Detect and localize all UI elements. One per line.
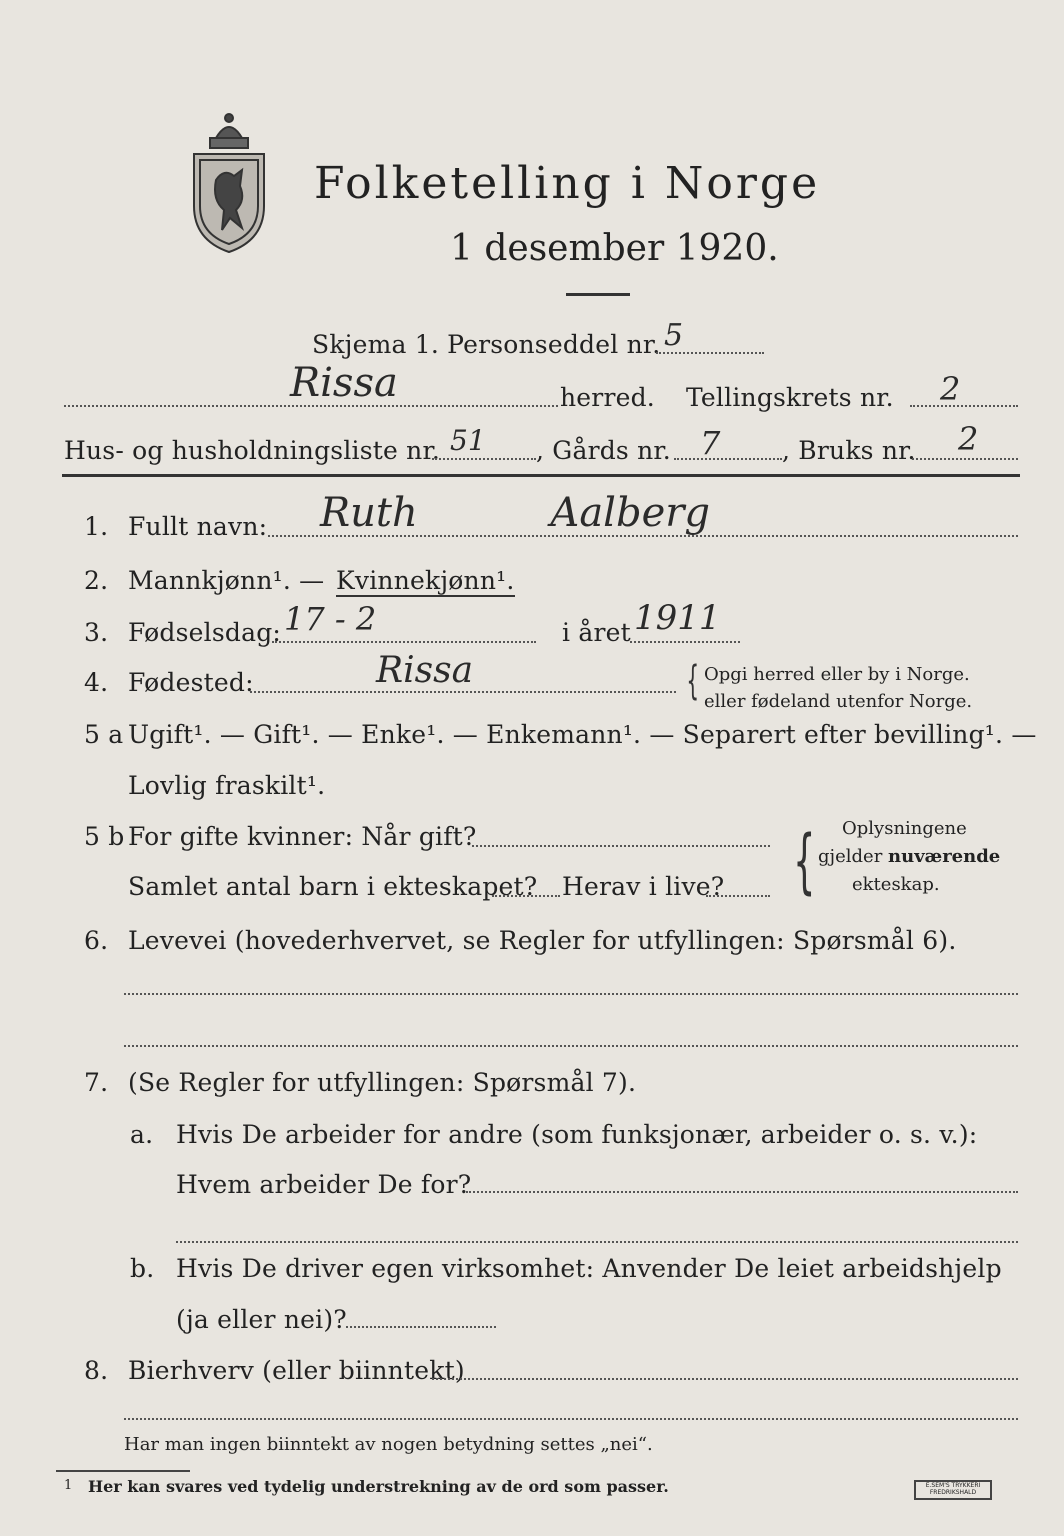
tellingskrets-value[interactable]: 2 [940,370,961,408]
q5b-married-when-line [472,845,770,847]
q5b-note-line3: ekteskap. [852,874,940,895]
q7-label: (Se Regler for utfyllingen: Spørsmål 7). [128,1068,637,1097]
q8-label: Bierhverv (eller biinntekt) [128,1356,465,1385]
q4-note-line2: eller fødeland utenfor Norge. [704,691,973,712]
q7a-answer-line1 [466,1191,1018,1193]
herred-value[interactable]: Rissa [290,360,398,406]
q5b-note-line2a: gjelder [818,846,889,867]
q3-year-line [630,641,740,643]
q5b-children-line [492,895,560,897]
q7b-letter: b. [130,1254,155,1283]
q4-label: Fødested: [128,668,254,697]
q2-male-option[interactable]: Mannkjønn¹. — [128,566,325,595]
bruks-value[interactable]: 2 [958,420,979,458]
q7a-line2: Hvem arbeider De for? [176,1170,472,1199]
q5a-status-options[interactable]: Ugift¹. — Gift¹. — Enke¹. — Enkemann¹. — Separert efter bevilling¹. — [128,720,1037,749]
bruks-line [912,458,1018,460]
q7b-line2: (ja eller nei)? [176,1305,347,1334]
form-title: Folketelling i Norge [314,158,821,209]
q5b-married-when-label: For gifte kvinner: Når gift? [128,822,477,851]
q5a-divorced-option[interactable]: Lovlig fraskilt¹. [128,771,326,800]
q7a-answer-line2 [176,1241,1018,1243]
household-list-label: Hus- og husholdningsliste nr. [64,436,441,465]
q5b-brace: { [793,820,816,902]
q1-full-name-value[interactable]: Ruth Aalberg [320,490,710,536]
tellingskrets-label: Tellingskrets nr. [686,383,894,412]
q8-line1 [432,1378,1018,1380]
schema-label: Skjema 1. Personseddel nr. [312,330,661,359]
q5b-alive-line [706,895,770,897]
q4-brace: { [686,658,700,704]
q6-line1 [124,993,1018,995]
footer-note: Har man ingen biinntekt av nogen betydning settes „nei“. [124,1434,653,1455]
q1-label: Fullt navn: [128,512,268,541]
herred-label: herred. [560,383,655,412]
q5b-alive-label: Herav i live? [562,872,725,901]
coat-of-arms-icon [186,110,272,256]
footnote-text: Her kan svares ved tydelig understrekning av de ord som passer. [88,1477,669,1496]
title-rule [566,293,630,296]
header-divider [62,474,1020,477]
gards-value[interactable]: 7 [700,424,721,462]
q3-year-value[interactable]: 1911 [634,598,721,638]
schema-number-value[interactable]: 5 [664,318,684,353]
q3-number: 3. [84,618,109,647]
q3-year-label: i året [562,618,631,647]
q7b-line1: Hvis De driver egen virksomhet: Anvender De leiet arbeidshjelp [176,1254,1002,1283]
q5b-note-line2 [818,846,1000,867]
q2-female-option[interactable]: Kvinnekjønn¹. [336,566,515,595]
q6-number: 6. [84,926,109,955]
q3-birthdate-value[interactable]: 17 - 2 [284,600,377,638]
q5b-note-line2b: nuværende [888,846,1001,867]
footnote-rule [56,1470,190,1472]
q3-label: Fødselsdag: [128,618,282,647]
household-list-line [432,458,536,460]
q7-number: 7. [84,1068,109,1097]
q6-label: Levevei (hovederhvervet, se Regler for utfyllingen: Spørsmål 6). [128,926,957,955]
census-date: 1 desember 1920. [450,228,779,269]
gards-label: , Gårds nr. [536,436,671,465]
q4-number: 4. [84,668,109,697]
gards-line [674,458,782,460]
q4-birthplace-value[interactable]: Rissa [376,650,474,691]
q4-note-line1: Opgi herred eller by i Norge. [704,664,970,685]
q5b-note-line1: Oplysningene [842,818,967,839]
q6-line2 [124,1045,1018,1047]
q8-number: 8. [84,1356,109,1385]
bruks-label: , Bruks nr. [782,436,916,465]
q3-line [272,641,536,643]
printer-stamp: E.SEM'S TRYKKERI FREDRIKSHALD [914,1480,992,1500]
q5b-children-label: Samlet antal barn i ekteskapet? [128,872,538,901]
q7a-line1: Hvis De arbeider for andre (som funksjonær, arbeider o. s. v.): [176,1120,978,1149]
tellingskrets-line [910,405,1018,407]
q5a-number: 5 a [84,720,124,749]
household-list-value[interactable]: 51 [450,424,486,457]
q8-line2 [124,1418,1018,1420]
q7a-letter: a. [130,1120,154,1149]
q4-line [250,691,676,693]
footnote-number: 1 [64,1478,73,1493]
q1-number: 1. [84,512,109,541]
q2-number: 2. [84,566,109,595]
q5b-number: 5 b [84,822,125,851]
q7b-answer-line [346,1326,496,1328]
